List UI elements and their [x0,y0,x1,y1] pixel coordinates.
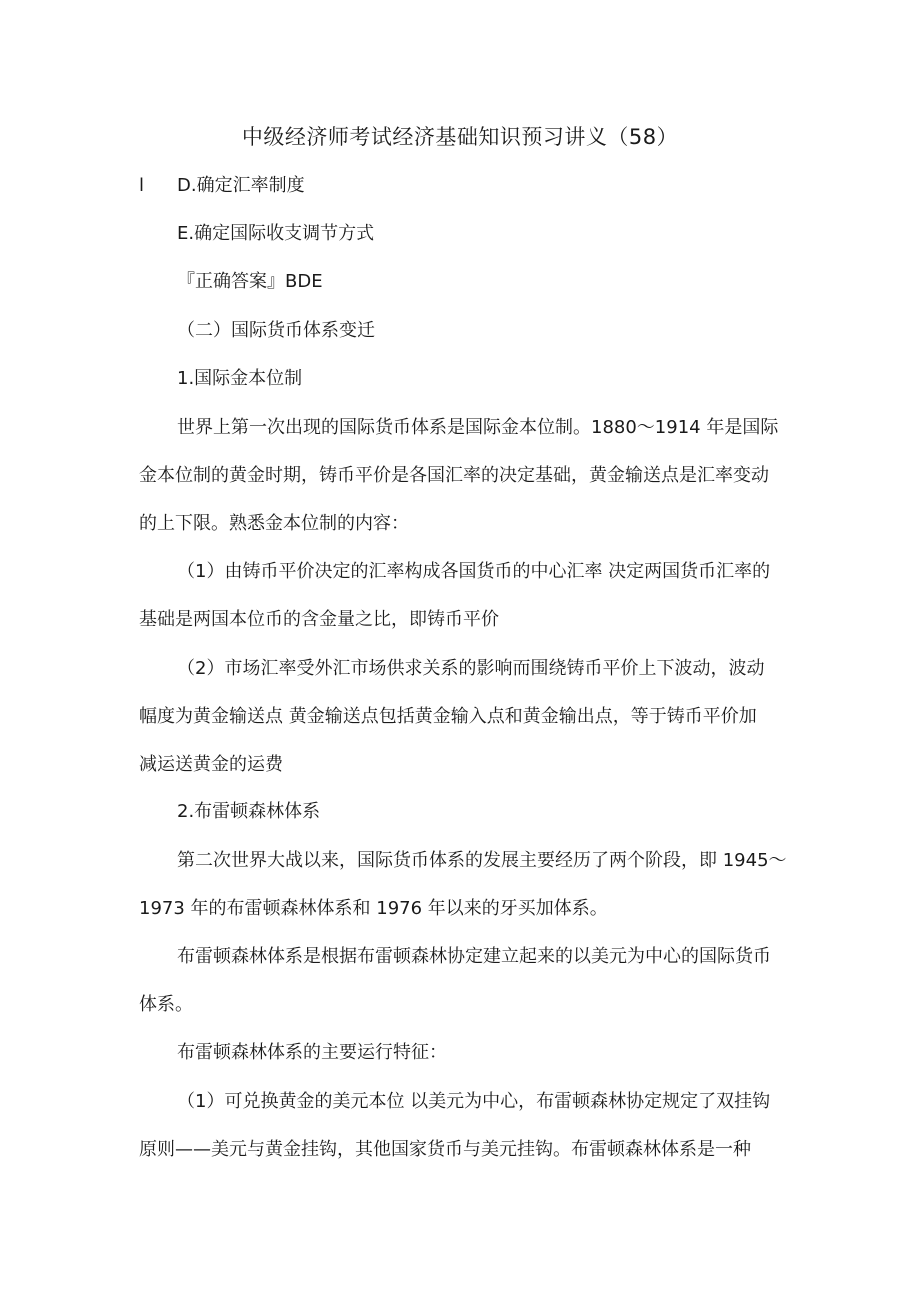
paragraph-line: （1）可兑换黄金的美元本位 以美元为中心，布雷顿森林协定规定了双挂钩 [177,1091,771,1112]
paragraph-line: （1）由铸币平价决定的汇率构成各国货币的中心汇率 决定两国货币汇率的 [177,561,771,582]
margin-mark: l [139,175,145,196]
subsection-heading: 1.国际金本位制 [177,368,303,389]
paragraph-line: 金本位制的黄金时期，铸币平价是各国汇率的决定基础，黄金输送点是汇率变动 [139,465,769,486]
paragraph-line: 布雷顿森林体系是根据布雷顿森林协定建立起来的以美元为中心的国际货币 [177,946,771,967]
option-d: D.确定汇率制度 [177,175,305,196]
section-heading: （二）国际货币体系变迁 [177,320,375,341]
option-e: E.确定国际收支调节方式 [177,223,375,244]
paragraph-line: 第二次世界大战以来，国际货币体系的发展主要经历了两个阶段，即 1945～ [177,850,787,871]
paragraph-line: 1973 年的布雷顿森林体系和 1976 年以来的牙买加体系。 [139,898,608,919]
paragraph-line: 基础是两国本位币的含金量之比，即铸币平价 [139,609,499,630]
document-title: 中级经济师考试经济基础知识预习讲义（58） [241,125,679,149]
subsection-heading: 2.布雷顿森林体系 [177,801,321,822]
paragraph-line: （2）市场汇率受外汇市场供求关系的影响而围绕铸币平价上下波动，波动 [177,658,765,679]
paragraph-line: 幅度为黄金输送点 黄金输送点包括黄金输入点和黄金输出点，等于铸币平价加 [139,706,757,727]
paragraph-line: 减运送黄金的运费 [139,754,283,775]
paragraph-line: 世界上第一次出现的国际货币体系是国际金本位制。1880～1914 年是国际 [177,417,779,438]
paragraph-line: 原则——美元与黄金挂钩，其他国家货币与美元挂钩。布雷顿森林体系是一种 [139,1139,751,1160]
correct-answer: 『正确答案』BDE [177,271,323,292]
paragraph-line: 布雷顿森林体系的主要运行特征： [177,1042,447,1063]
paragraph-line: 的上下限。熟悉金本位制的内容： [139,513,409,534]
paragraph-line: 体系。 [139,994,193,1015]
